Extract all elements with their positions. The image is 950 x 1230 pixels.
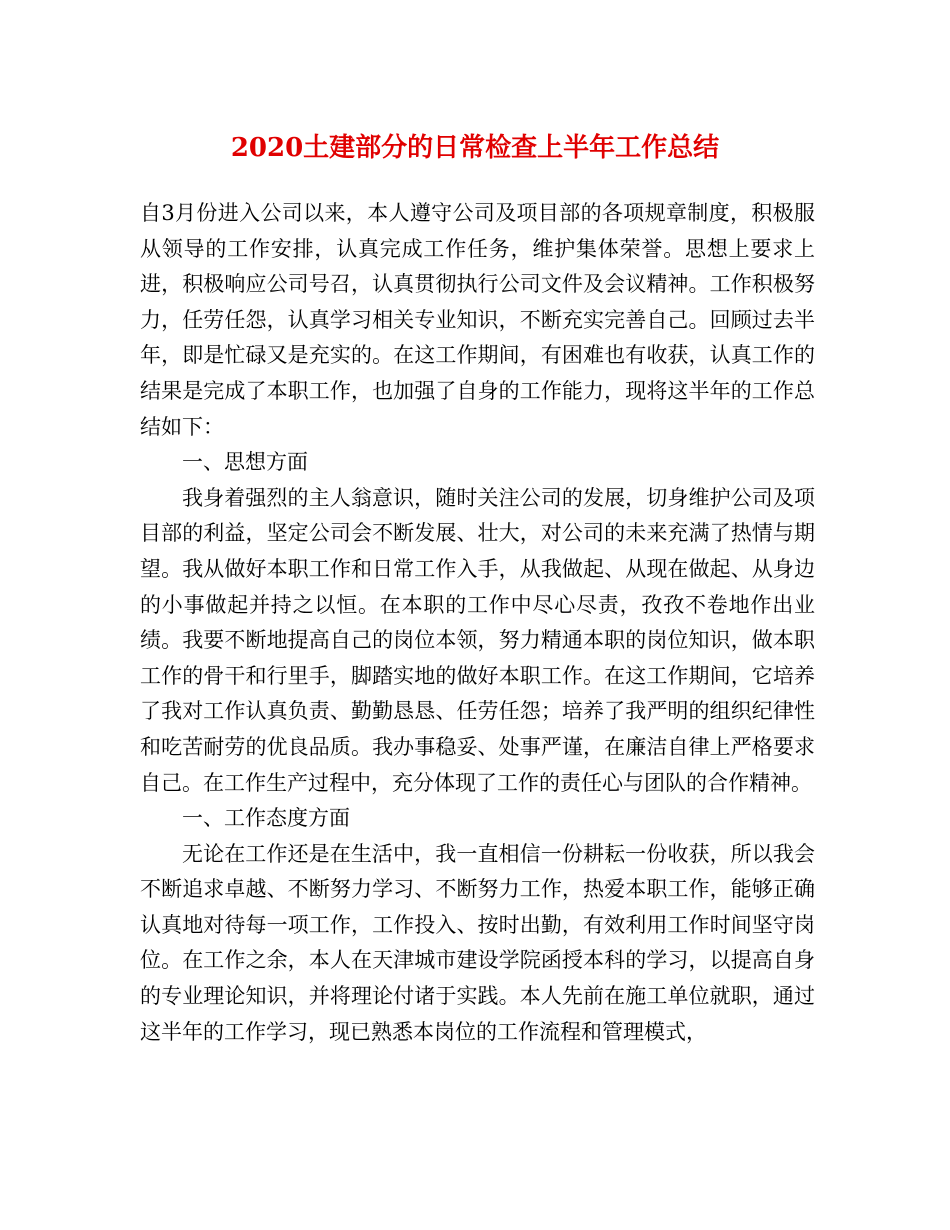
thought-paragraph: 我身着强烈的主人翁意识，随时关注公司的发展，切身维护公司及项目部的利益，坚定公司会不断发展、壮大，对公司的未来充满了热情与期望。我从做好本职工作和日常工作入手，从我做起、从现在做起、从身边的小事做起并持之以恒。在本职的工作中尽心尽责，孜孜不卷地作出业绩。我要不断地提高自己的岗位本领，努力精通本职的岗位知识，做本职工作的骨干和行里手，脚踏实地的做好本职工作。在这工作期间，它培养了我对工作认真负责、勤勤恳恳、任劳任怨；培养了我严明的组织纪律性和吃苦耐劳的优良品质。我办事稳妥、处事严谨，在廉洁自律上严格要求自己。在工作生产过程中，充分体现了工作的责任心与团队的合作精神。 <box>140 485 815 795</box>
section-heading-attitude: 一、工作态度方面 <box>182 806 350 831</box>
intro-paragraph: 自3月份进入公司以来，本人遵守公司及项目部的各项规章制度，积极服从领导的工作安排，认真完成工作任务，维护集体荣誉。思想上要求上进，积极响应公司号召，认真贯彻执行公司文件及会议精神。工作积极努力，任劳任怨，认真学习相关专业知识，不断充实完善自己。回顾过去半年，即是忙碌又是充实的。在这工作期间，有困难也有收获，认真工作的结果是完成了本职工作，也加强了自身的工作能力，现将这半年的工作总结如下： <box>140 201 815 439</box>
section-heading-thought: 一、思想方面 <box>182 450 308 475</box>
document-title: 2020土建部分的日常检查上半年工作总结 <box>230 133 720 163</box>
document-body <box>140 196 815 1050</box>
attitude-paragraph: 无论在工作还是在生活中，我一直相信一份耕耘一份收获，所以我会不断追求卓越、不断努力学习、不断努力工作，热爱本职工作，能够正确认真地对待每一项工作，工作投入、按时出勤，有效利用工作时间坚守岗位。在工作之余，本人在天津城市建设学院函授本科的学习，以提高自身的专业理论知识，并将理论付诸于实践。本人先前在施工单位就职，通过这半年的工作学习，现已熟悉本岗位的工作流程和管理模式， <box>140 841 815 1044</box>
